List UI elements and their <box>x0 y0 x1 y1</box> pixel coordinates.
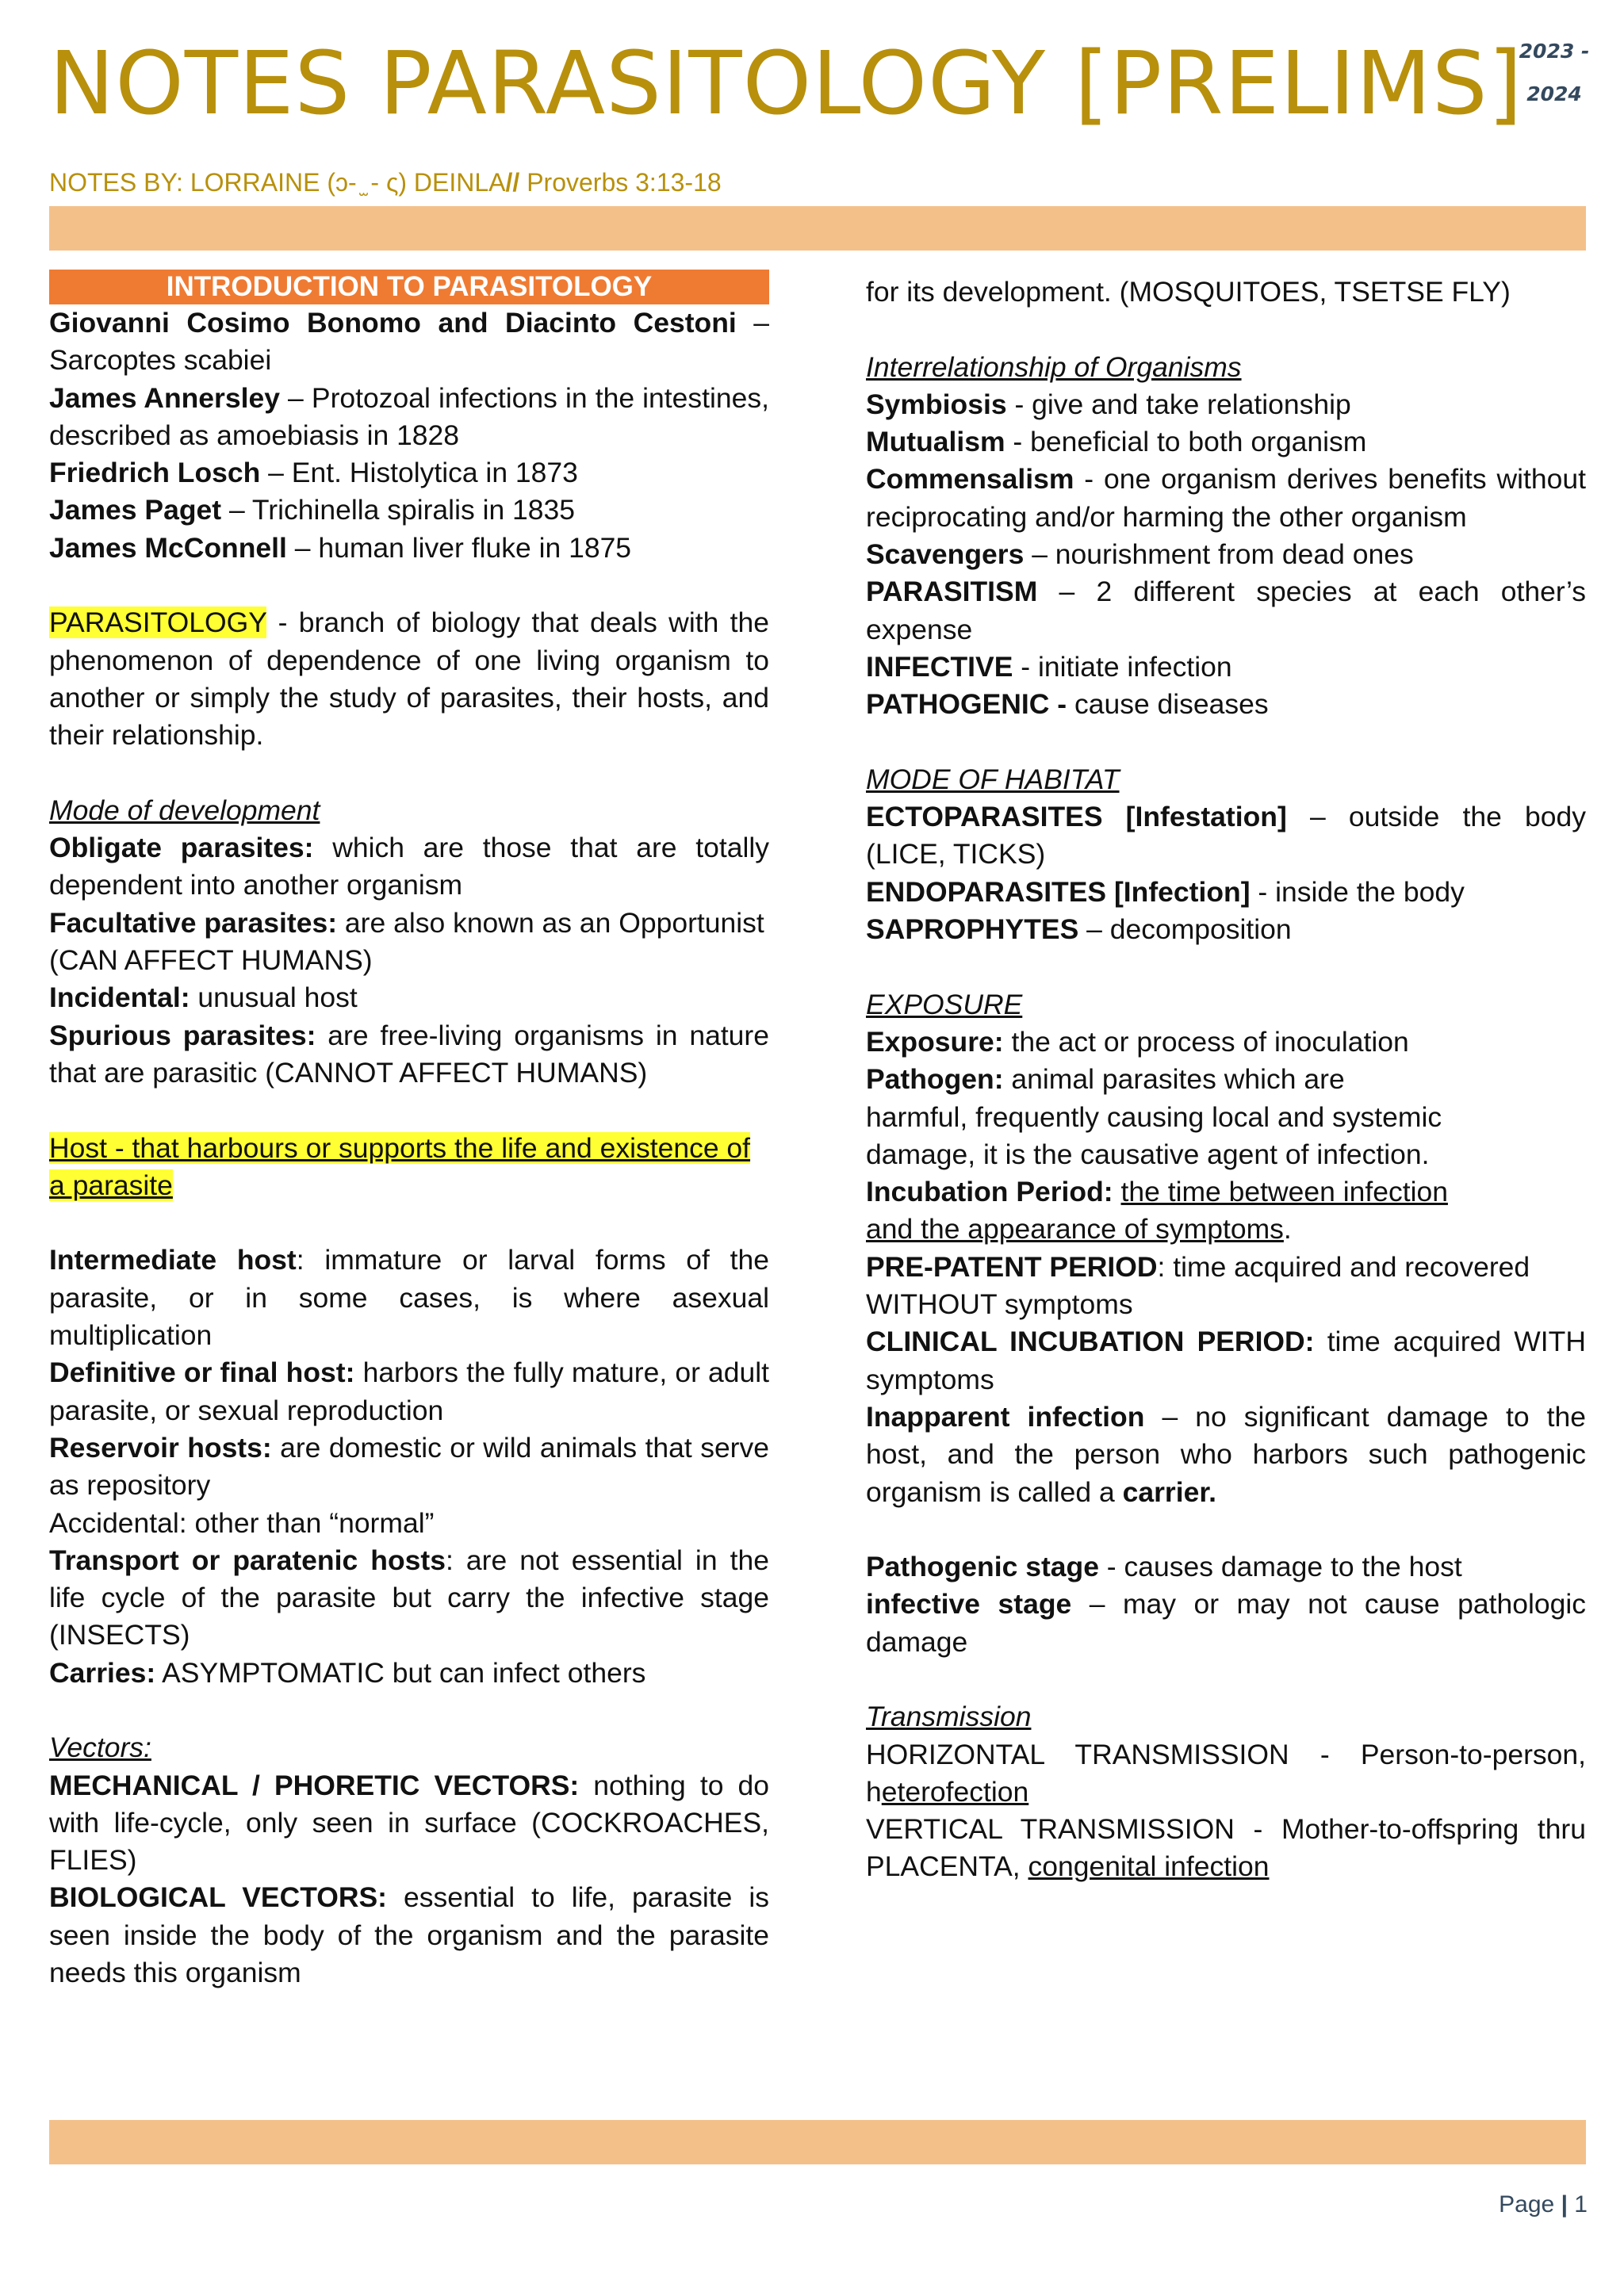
clinical-incubation-item: CLINICAL INCUBATION PERIOD: time acquired WITH symptoms <box>866 1326 1586 1395</box>
relationship-item: Commensalism - one organism derives benefits without reciprocating and/or harming the other organism <box>866 463 1586 533</box>
pathogen-item: Pathogen: animal parasites which are <box>866 1063 1345 1096</box>
continuation-text: for its development. (MOSQUITOES, TSETSE FLY) <box>866 276 1511 308</box>
verse-reference: Proverbs 3:13-18 <box>519 168 722 197</box>
host-item: Accidental: other than “normal” <box>49 1506 435 1539</box>
year-end: 2024 <box>1526 82 1582 105</box>
heterofection-line: heterofection <box>866 1775 1029 1808</box>
footer-band <box>49 2120 1586 2164</box>
history-item: Giovanni Cosimo Bonomo and Diacinto Cestoni – Sarcoptes scabiei <box>49 307 769 377</box>
relationship-item: Scavengers – nourishment from dead ones <box>866 538 1414 571</box>
habitat-item: ECTOPARASITES [Infestation] – outside the body (LICE, TICKS) <box>866 801 1586 871</box>
vector-item: BIOLOGICAL VECTORS: essential to life, parasite is seen inside the body of the organism and the parasite needs this organism <box>49 1881 769 1989</box>
header-band <box>49 206 1586 251</box>
parasitology-term: PARASITOLOGY <box>49 607 267 639</box>
right-column <box>866 274 1586 1886</box>
author-line <box>49 168 722 197</box>
pathogen-line: harmful, frequently causing local and systemic <box>866 1100 1442 1133</box>
habitat-heading: MODE OF HABITAT <box>866 763 1120 795</box>
incubation-line: and the appearance of symptoms. <box>866 1213 1292 1246</box>
history-item: James McConnell – human liver fluke in 1875 <box>49 531 632 564</box>
prepatent-item: PRE-PATENT PERIOD: time acquired and recovered WITHOUT symptoms <box>866 1250 1530 1321</box>
pathogen-line: damage, it is the causative agent of infection. <box>866 1138 1430 1170</box>
relationship-item: Symbiosis - give and take relationship <box>866 388 1351 420</box>
host-item: Intermediate host: immature or larval forms of the parasite, or in some cases, is where asexual multiplication <box>49 1244 769 1352</box>
definition-item: Facultative parasites: are also known as an Opportunist (CAN AFFECT HUMANS) <box>49 906 764 977</box>
year-start: 2023 - <box>1519 40 1590 63</box>
page-number: Page | 1 <box>1499 2191 1588 2218</box>
host-definition <box>49 1130 769 1205</box>
author-suffix: ) DEINLA <box>398 168 506 197</box>
host-definition-text: Host - that harbours or supports the life and existence of a parasite <box>49 1131 751 1201</box>
section-heading: INTRODUCTION TO PARASITOLOGY <box>49 270 769 304</box>
history-name: James Paget <box>49 494 222 526</box>
inapparent-item: Inapparent infection – no significant damage to the host, and the person who harbors such pathogenic organism is called a carrier. <box>866 1400 1586 1508</box>
author-separator: // <box>505 168 520 197</box>
vertical-transmission: VERTICAL TRANSMISSION - Mother-to-offspring thru PLACENTA, congenital infection <box>866 1813 1586 1883</box>
stage-item: infective stage – may or may not cause pathologic damage <box>866 1588 1586 1658</box>
incubation-item: Incubation Period: the time between infection <box>866 1176 1448 1208</box>
page-title: NOTES PARASITOLOGY [PRELIMS] <box>49 33 1523 134</box>
history-desc: Trichinella spiralis in 1835 <box>251 494 576 526</box>
relationship-item: INFECTIVE - initiate infection <box>866 650 1232 683</box>
history-desc: Protozoal infections in the intestines, described as amoebiasis in 1828 <box>49 381 769 451</box>
host-item: Reservoir hosts: are domestic or wild animals that serve as repository <box>49 1431 769 1502</box>
host-item: Definitive or final host: harbors the fully mature, or adult parasite, or sexual reproduction <box>49 1357 770 1426</box>
host-item: Transport or paratenic hosts: are not essential in the life cycle of the parasite but carry the infective stage (INSECTS) <box>49 1544 769 1651</box>
vectors-heading: Vectors: <box>49 1732 151 1764</box>
horizontal-transmission: HORIZONTAL TRANSMISSION - Person-to-person, <box>866 1738 1586 1770</box>
history-desc: Ent. Histolytica in 1873 <box>291 457 578 489</box>
relationship-item: PATHOGENIC - cause diseases <box>866 688 1269 721</box>
definition-item: Obligate parasites: which are those that are totally dependent into another organism <box>49 832 769 901</box>
history-desc: Sarcoptes scabiei <box>49 344 272 377</box>
parasitology-definition <box>49 604 769 754</box>
mode-of-development-heading: Mode of development <box>49 794 320 826</box>
history-item: James Annersley – Protozoal infections in the intestines, described as amoebiasis in 1828 <box>49 381 769 451</box>
habitat-item: SAPROPHYTES – decomposition <box>866 913 1292 946</box>
definition-item: Incidental: unusual host <box>49 982 358 1014</box>
exposure-heading: EXPOSURE <box>866 988 1023 1020</box>
history-name: James McConnell <box>49 531 287 564</box>
parasitology-desc: - branch of biology that deals with the phenomenon of dependence of one living organism to another or simply the study of parasites, their hosts, and their relationship. <box>49 607 769 752</box>
author-prefix: NOTES BY: LORRAINE ( <box>49 168 335 197</box>
history-desc: human liver fluke in 1875 <box>318 531 632 564</box>
host-item: Carries: ASYMPTOMATIC but can infect others <box>49 1656 646 1689</box>
habitat-item: ENDOPARASITES [Infection] - inside the body <box>866 875 1465 908</box>
transmission-heading: Transmission <box>866 1701 1032 1733</box>
history-name: James Annersley <box>49 381 280 414</box>
history-item: James Paget – Trichinella spiralis in 1835 <box>49 494 576 526</box>
history-item: Friedrich Losch – Ent. Histolytica in 1873 <box>49 457 578 489</box>
relationship-item: Mutualism - beneficial to both organism <box>866 426 1367 458</box>
history-name: Friedrich Losch <box>49 457 261 489</box>
history-name: Giovanni Cosimo Bonomo and Diacinto Cestoni <box>49 307 737 339</box>
definition-item: Spurious parasites: are free-living organisms in nature that are parasitic (CANNOT AFFECT HUMANS) <box>49 1019 769 1089</box>
author-kaomoji: ↄ- ̫ - ς <box>335 168 399 197</box>
left-column <box>49 270 769 1992</box>
stage-item: Pathogenic stage - causes damage to the host <box>866 1551 1462 1583</box>
interrelationship-heading: Interrelationship of Organisms <box>866 350 1242 383</box>
vector-item: MECHANICAL / PHORETIC VECTORS: nothing to do with life-cycle, only seen in surface (COCKROACHES, FLIES) <box>49 1769 769 1877</box>
relationship-item: PARASITISM – 2 different species at each other’s expense <box>866 576 1586 645</box>
exposure-item: Exposure: the act or process of inoculation <box>866 1025 1409 1058</box>
